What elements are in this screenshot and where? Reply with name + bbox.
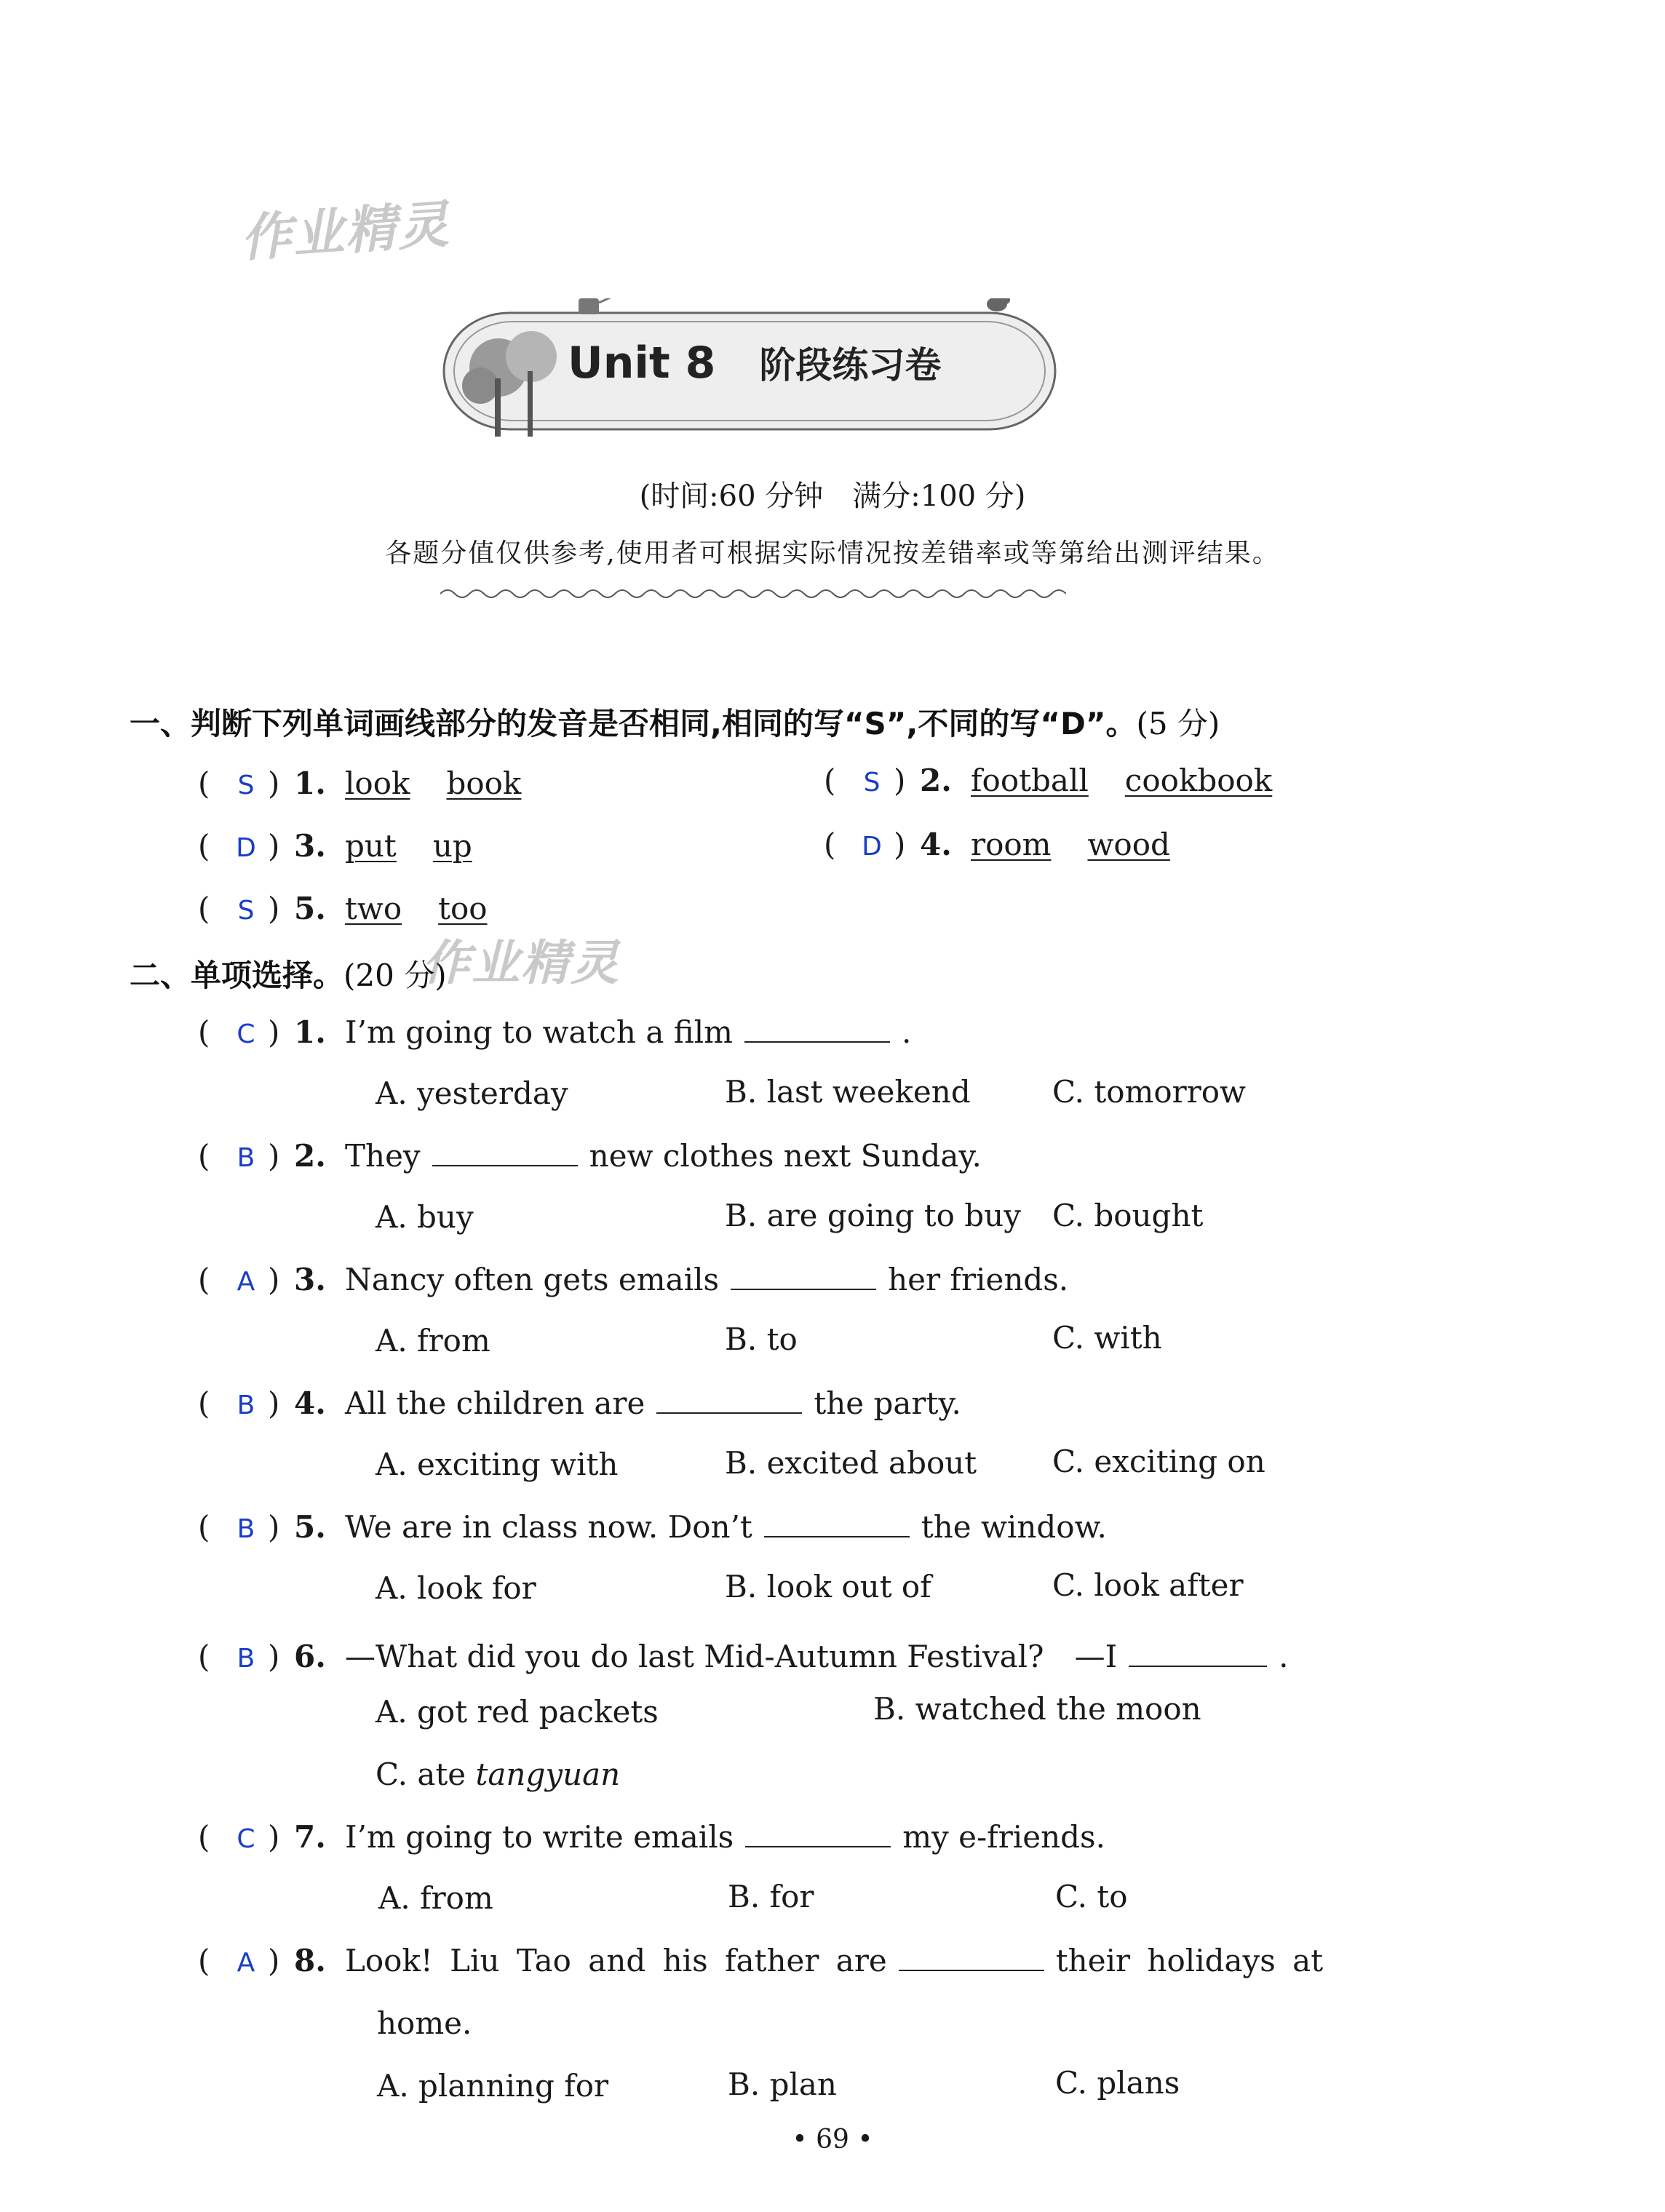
- option-a: A. look for: [375, 1570, 536, 1606]
- option-c: C. with: [1052, 1320, 1162, 1356]
- option-b: B. last weekend: [725, 1074, 971, 1110]
- question-8-continuation: home.: [377, 2005, 472, 2041]
- option-b: B. for: [728, 1879, 814, 1914]
- option-a: A. planning for: [377, 2068, 609, 2104]
- time-line: (时间:60 分钟 满分:100 分): [639, 480, 1026, 513]
- answer-blank: [744, 1015, 890, 1043]
- option-c: C. tomorrow: [1052, 1074, 1247, 1110]
- s1-item-3: ( D ) 3. put up: [198, 828, 472, 864]
- s2-question-6: ( B ) 6. —What did you do last Mid-Autumn Festival? —I .: [198, 1639, 1289, 1674]
- s1-item-4: ( D ) 4. room wood: [824, 827, 1170, 862]
- option-a: A. buy: [375, 1199, 474, 1235]
- s2-question-5: ( B ) 5. We are in class now. Don’t the window.: [198, 1509, 1107, 1545]
- watermark-top: 作业精灵: [238, 194, 452, 268]
- answer-blank: [764, 1510, 910, 1537]
- page-number: • 69 •: [792, 2125, 873, 2155]
- s2-question-8: ( A ) 8. Look! Liu Tao and his father are their holidays at: [198, 1943, 1324, 1978]
- s2-question-7: ( C ) 7. I’m going to write emails my e-friends.: [198, 1819, 1105, 1855]
- option-b: B. look out of: [725, 1569, 931, 1604]
- option-c: C. plans: [1055, 2065, 1180, 2101]
- option-a: A. exciting with: [375, 1447, 619, 1482]
- option-a: A. from: [378, 1880, 493, 1916]
- option-a: A. yesterday: [375, 1075, 568, 1111]
- option-b: B. excited about: [725, 1445, 977, 1481]
- option-b: B. watched the moon: [873, 1691, 1201, 1727]
- page-title: [568, 336, 941, 389]
- unit-label: Unit 8: [568, 338, 716, 389]
- answer-blank: [745, 1820, 891, 1847]
- option-c: C. look after: [1052, 1567, 1244, 1603]
- note-line: 各题分值仅供参考,使用者可根据实际情况按差错率或等第给出测评结果。: [385, 538, 1280, 568]
- option-a: A. got red packets: [375, 1694, 659, 1730]
- option-c: C. bought: [1052, 1198, 1204, 1233]
- s2-question-3: ( A ) 3. Nancy often gets emails her friends.: [198, 1262, 1069, 1297]
- option-a: A. from: [375, 1323, 490, 1358]
- answer-blank: [731, 1262, 876, 1290]
- option-c: C. exciting on: [1052, 1444, 1265, 1479]
- s1-item-2: ( S ) 2. football cookbook: [824, 763, 1273, 798]
- section2-heading: 二、单项选择。(20 分): [130, 958, 447, 993]
- s1-item-1: ( S ) 1. look book: [198, 765, 522, 801]
- s2-question-2: ( B ) 2. They new clothes next Sunday.: [198, 1138, 982, 1174]
- option-c: C. ate tangyuan: [375, 1757, 621, 1792]
- section1-heading: 一、判断下列单词画线部分的发音是否相同,相同的写“S”,不同的写“D”。(5 分): [130, 706, 1220, 741]
- s2-question-4: ( B ) 4. All the children are the party.: [198, 1385, 961, 1421]
- s2-question-1: ( C ) 1. I’m going to watch a film .: [198, 1014, 912, 1050]
- answer-blank: [656, 1386, 802, 1414]
- option-b: B. to: [725, 1321, 798, 1357]
- option-b: B. are going to buy: [725, 1198, 1021, 1233]
- bird-icon: [987, 298, 1010, 311]
- answer-blank: [899, 1944, 1044, 1971]
- answer-blank: [432, 1139, 578, 1166]
- answer-blank: [1129, 1639, 1267, 1667]
- decorative-divider: [440, 586, 1066, 601]
- s1-item-5: ( S ) 5. two too: [198, 891, 488, 926]
- title-name: 阶段练习卷: [759, 344, 942, 386]
- option-c: C. to: [1055, 1879, 1128, 1914]
- watermark-mid: 作业精灵: [422, 935, 620, 991]
- option-b: B. plan: [728, 2066, 837, 2102]
